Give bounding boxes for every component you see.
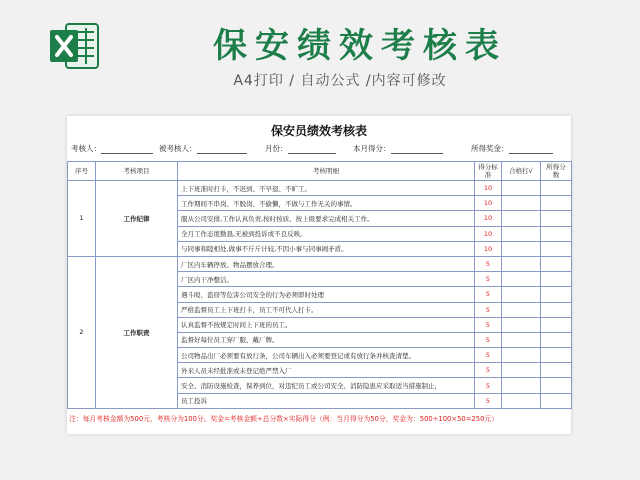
detail-cell: 认真监督不按规定时间上下班的员工。 [178, 317, 475, 332]
detail-cell: 遇斗殴、盗窃等危害公司安全的行为必须即时处理 [178, 287, 475, 302]
meta-assessor-line[interactable] [101, 145, 153, 154]
meta-month [265, 143, 336, 154]
std-score-cell: 5 [475, 272, 502, 287]
std-score-cell: 10 [475, 181, 502, 196]
header-detail: 考核明细 [178, 162, 475, 181]
group-category: 工作纪律 [96, 181, 178, 257]
std-score-cell: 5 [475, 332, 502, 347]
header-got-score: 所得分数 [541, 162, 572, 181]
qualified-cell[interactable] [502, 332, 541, 347]
detail-cell: 与同事和睦相处,做事不斤斤计较,不因小事与同事闹矛盾。 [178, 241, 475, 256]
meta-month-score-label: 本月得分： [353, 144, 391, 153]
std-score-cell: 5 [475, 378, 502, 393]
got-score-cell[interactable] [541, 393, 572, 408]
group-no: 1 [68, 181, 96, 257]
std-score-cell: 5 [475, 348, 502, 363]
got-score-cell[interactable] [541, 241, 572, 256]
got-score-cell[interactable] [541, 272, 572, 287]
header-item: 考核项目 [96, 162, 178, 181]
std-score-cell: 5 [475, 393, 502, 408]
detail-cell: 严格监督员工上下班打卡，员工不可代人打卡。 [178, 302, 475, 317]
std-score-cell: 5 [475, 317, 502, 332]
detail-cell: 服从公司安排,工作认真负责,按时按质、按上级要求完成相关工作。 [178, 211, 475, 226]
got-score-cell[interactable] [541, 378, 572, 393]
meta-bonus-line[interactable] [509, 145, 553, 154]
qualified-cell[interactable] [502, 256, 541, 271]
header-qualified: 合格打√ [502, 162, 541, 181]
qualified-cell[interactable] [502, 393, 541, 408]
std-score-cell: 10 [475, 226, 502, 241]
qualified-cell[interactable] [502, 272, 541, 287]
banner-subtitle: A4打印 / 自动公式 /内容可修改 [233, 73, 447, 89]
std-score-cell: 5 [475, 302, 502, 317]
qualified-cell[interactable] [502, 348, 541, 363]
detail-cell: 外来人员未经批准或未登记绝严禁入厂 [178, 363, 475, 378]
std-score-cell: 5 [475, 256, 502, 271]
footnote: 注：每月考核金额为500元，考核分为100分。奖金=考核金额÷总分数×实际得分（例：当月得分为50分，奖金为：500÷100×50=250元） [69, 415, 498, 423]
got-score-cell[interactable] [541, 332, 572, 347]
got-score-cell[interactable] [541, 317, 572, 332]
detail-cell: 安全、消防设施检查，保养到位，对违纪员工或公司安全、消防隐患应采取适当措施制止， [178, 378, 475, 393]
detail-cell: 厂区内车辆停放、物品摆放合理。 [178, 256, 475, 271]
got-score-cell[interactable] [541, 226, 572, 241]
banner-title: 保安绩效考核表 [213, 26, 507, 66]
got-score-cell[interactable] [541, 181, 572, 196]
got-score-cell[interactable] [541, 287, 572, 302]
qualified-cell[interactable] [502, 211, 541, 226]
got-score-cell[interactable] [541, 211, 572, 226]
group-category: 工作职责 [96, 256, 178, 408]
meta-month-line[interactable] [288, 145, 336, 154]
got-score-cell[interactable] [541, 196, 572, 211]
std-score-cell: 10 [475, 196, 502, 211]
meta-assessor-label: 考核人： [71, 144, 101, 153]
detail-cell: 工作期间不串岗、不脱岗、不偷懒，不做与工作无关的事情。 [178, 196, 475, 211]
qualified-cell[interactable] [502, 181, 541, 196]
qualified-cell[interactable] [502, 241, 541, 256]
meta-bonus-label: 所得奖金： [471, 144, 509, 153]
std-score-cell: 5 [475, 363, 502, 378]
meta-bonus [471, 143, 553, 154]
got-score-cell[interactable] [541, 363, 572, 378]
detail-cell: 厂区内干净整洁。 [178, 272, 475, 287]
qualified-cell[interactable] [502, 196, 541, 211]
got-score-cell[interactable] [541, 256, 572, 271]
meta-month-score [353, 143, 443, 154]
meta-assessee [159, 143, 247, 154]
group-no: 2 [68, 256, 96, 408]
std-score-cell: 5 [475, 287, 502, 302]
header-std-score: 得分标准 [475, 162, 502, 181]
qualified-cell[interactable] [502, 302, 541, 317]
table-row [68, 181, 572, 196]
table-row [68, 256, 572, 271]
detail-cell: 公司物品出厂必须要有放行条，公司车辆出入必须要登记或有放行条并核查清楚。 [178, 348, 475, 363]
detail-cell: 监督好每位员工穿厂服、戴厂牌。 [178, 332, 475, 347]
got-score-cell[interactable] [541, 302, 572, 317]
sheet [67, 116, 571, 434]
table-header-row [68, 162, 572, 181]
qualified-cell[interactable] [502, 287, 541, 302]
std-score-cell: 10 [475, 211, 502, 226]
std-score-cell: 10 [475, 241, 502, 256]
qualified-cell[interactable] [502, 363, 541, 378]
qualified-cell[interactable] [502, 317, 541, 332]
meta-month-score-line[interactable] [391, 145, 443, 154]
detail-cell: 员工投诉 [178, 393, 475, 408]
meta-month-label: 月份： [265, 144, 288, 153]
header-no: 序号 [68, 162, 96, 181]
detail-cell: 上下班准时打卡，不迟到、不早退、不旷工。 [178, 181, 475, 196]
meta-assessor [71, 143, 153, 154]
assessment-table [67, 161, 572, 409]
meta-assessee-label: 被考核人： [159, 144, 197, 153]
sheet-title: 保安员绩效考核表 [270, 124, 367, 138]
detail-cell: 全月工作态度勤恳,无被到投诉或不良反映。 [178, 226, 475, 241]
qualified-cell[interactable] [502, 226, 541, 241]
qualified-cell[interactable] [502, 378, 541, 393]
meta-assessee-line[interactable] [197, 145, 247, 154]
got-score-cell[interactable] [541, 348, 572, 363]
